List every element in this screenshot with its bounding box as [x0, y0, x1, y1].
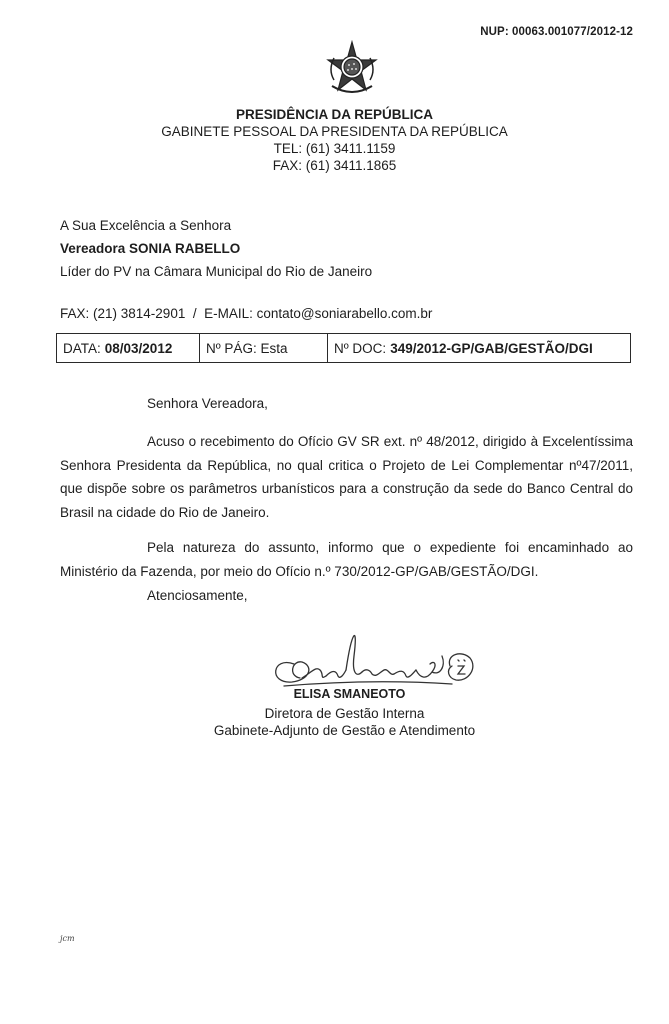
doc-label: Nº DOC: — [334, 340, 387, 356]
date-value: 08/03/2012 — [104, 340, 173, 356]
date-cell — [57, 334, 200, 362]
coat-of-arms-icon — [324, 40, 380, 96]
recipient-name: Vereadora SONIA RABELLO — [60, 241, 241, 256]
document-info-box — [56, 333, 631, 363]
letterhead-fax: FAX: (61) 3411.1865 — [272, 158, 397, 173]
letter-closing: Atenciosamente, — [147, 588, 248, 603]
typist-initials: jcm — [60, 934, 75, 943]
recipient-salutation: A Sua Excelência a Senhora — [60, 218, 232, 233]
signatory-roles — [0, 705, 669, 739]
page-cell — [200, 334, 328, 362]
letterhead — [0, 106, 669, 174]
signatory-role-1: Diretora de Gestão Interna — [264, 706, 425, 721]
signatory-role-2: Gabinete-Adjunto de Gestão e Atendimento — [213, 723, 476, 738]
letter-paragraph-2: Pela natureza do assunto, informo que o expediente foi encaminhado ao Ministério da Fazenda, por meio do Ofício n.º 730/2012-GP/GAB/GESTÃO/DGI. — [60, 540, 633, 579]
letterhead-subtitle: GABINETE PESSOAL DA PRESIDENTA DA REPÚBLICA — [161, 124, 508, 139]
date-label: DATA: — [63, 340, 101, 356]
letter-paragraph-1: Acuso o recebimento do Ofício GV SR ext. nº 48/2012, dirigido à Excelentíssima Senhora Presidenta da República, no qual critica o Projeto de Lei Complementar nº47/2011, que dispõe sobre os parâmetros urbanísticos para a construção da sede do Banco Central do Brasil na cidade do Rio de Janeiro. — [60, 434, 633, 520]
doc-value: 349/2012-GP/GAB/GESTÃO/DGI — [390, 340, 593, 356]
letterhead-tel: TEL: (61) 3411.1159 — [273, 141, 396, 156]
page-label: Nº PÁG: Esta — [206, 340, 288, 356]
letterhead-title: PRESIDÊNCIA DA REPÚBLICA — [235, 107, 433, 122]
signatory-name: ELISA SMANEOTO — [293, 687, 406, 701]
recipient-contact: FAX: (21) 3814-2901 / E-MAIL: contato@soniarabello.com.br — [60, 306, 433, 321]
doc-cell — [328, 334, 630, 362]
recipient-title: Líder do PV na Câmara Municipal do Rio de Janeiro — [60, 264, 373, 279]
letter-greeting: Senhora Vereadora, — [147, 396, 268, 411]
recipient-block — [60, 214, 372, 283]
nup-number: NUP: 00063.001077/2012-12 — [480, 26, 633, 38]
